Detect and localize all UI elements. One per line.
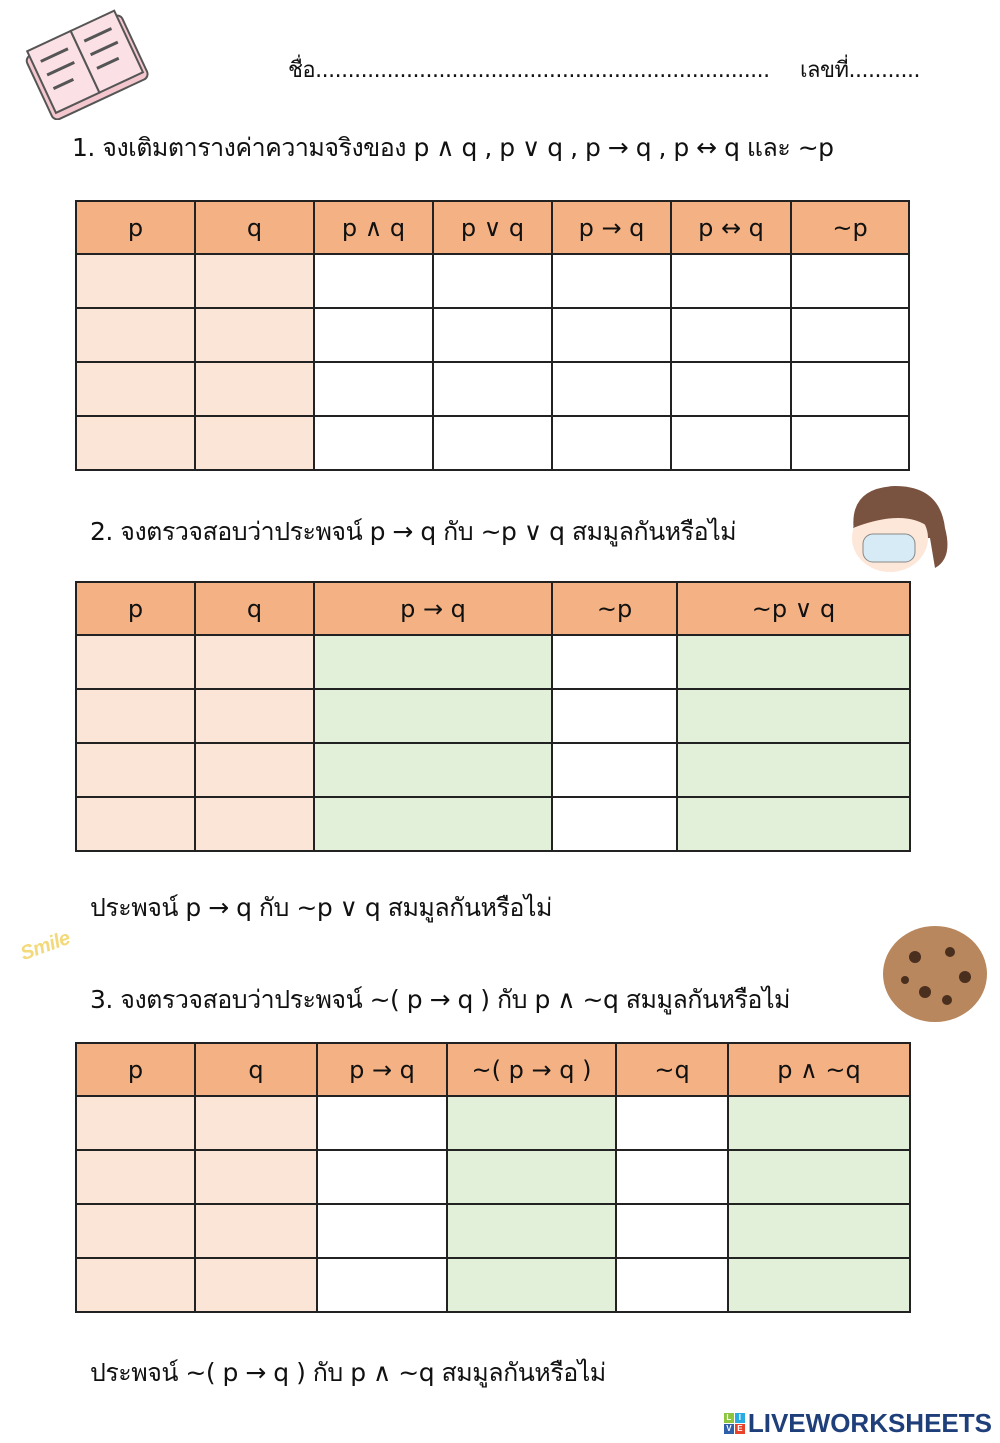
answer-input[interactable] bbox=[434, 376, 551, 404]
column-header: q bbox=[195, 201, 314, 254]
liveworksheets-logo bbox=[724, 1408, 992, 1439]
answer-cell bbox=[728, 1204, 910, 1258]
answer-input[interactable] bbox=[196, 703, 313, 731]
column-header: p ∧ ~q bbox=[728, 1043, 910, 1096]
answer-cell bbox=[616, 1258, 728, 1312]
truth-table-2 bbox=[75, 581, 911, 852]
answer-input[interactable] bbox=[678, 757, 909, 785]
table-row bbox=[76, 743, 910, 797]
answer-input[interactable] bbox=[77, 757, 194, 785]
column-header: p → q bbox=[314, 582, 552, 635]
column-header: p ↔ q bbox=[671, 201, 791, 254]
table-row bbox=[76, 689, 910, 743]
answer-cell bbox=[314, 416, 433, 470]
answer-input[interactable] bbox=[315, 703, 551, 731]
answer-input[interactable] bbox=[553, 811, 676, 839]
answer-cell bbox=[552, 416, 671, 470]
answer-cell bbox=[195, 1096, 317, 1150]
answer-input[interactable] bbox=[77, 376, 194, 404]
question-3-title: 3. จงตรวจสอบว่าประพจน์ ~( p → q ) กับ p ∧ ~q สมมูลกันหรือไม่ bbox=[90, 985, 791, 1014]
cookie-icon bbox=[875, 922, 995, 1027]
answer-cell bbox=[195, 254, 314, 308]
answer-input[interactable] bbox=[318, 1272, 446, 1300]
answer-input[interactable] bbox=[434, 430, 551, 458]
answer-cell bbox=[447, 1258, 616, 1312]
table-row bbox=[76, 1204, 910, 1258]
answer-cell bbox=[317, 1096, 447, 1150]
answer-input[interactable] bbox=[448, 1110, 615, 1138]
logo-letter: V bbox=[724, 1424, 734, 1434]
answer-input[interactable] bbox=[196, 649, 313, 677]
answer-input[interactable] bbox=[196, 430, 313, 458]
answer-cell bbox=[552, 254, 671, 308]
answer-input[interactable] bbox=[729, 1218, 909, 1246]
logo-letter: E bbox=[735, 1424, 745, 1434]
answer-input[interactable] bbox=[315, 649, 551, 677]
answer-input[interactable] bbox=[553, 703, 676, 731]
table-row bbox=[76, 1096, 910, 1150]
answer-cell bbox=[195, 1150, 317, 1204]
answer-input[interactable] bbox=[315, 322, 432, 350]
logo-letter: L bbox=[724, 1413, 734, 1423]
answer-input[interactable] bbox=[678, 703, 909, 731]
answer-input[interactable] bbox=[792, 430, 908, 458]
answer-cell bbox=[195, 416, 314, 470]
answer-cell bbox=[317, 1204, 447, 1258]
answer-cell bbox=[791, 416, 909, 470]
answer-input[interactable] bbox=[315, 376, 432, 404]
column-header: q bbox=[195, 1043, 317, 1096]
answer-input[interactable] bbox=[729, 1272, 909, 1300]
answer-input[interactable] bbox=[77, 1218, 194, 1246]
answer-cell bbox=[433, 254, 552, 308]
logo-letter: I bbox=[735, 1413, 745, 1423]
table-row bbox=[76, 254, 909, 308]
answer-cell bbox=[76, 1204, 195, 1258]
answer-cell bbox=[791, 362, 909, 416]
answer-cell bbox=[76, 1258, 195, 1312]
column-header: p → q bbox=[552, 201, 671, 254]
answer-cell bbox=[195, 689, 314, 743]
answer-input[interactable] bbox=[196, 268, 313, 296]
table-row bbox=[76, 635, 910, 689]
answer-cell bbox=[728, 1150, 910, 1204]
smile-sticker: Smile bbox=[17, 926, 73, 966]
answer-cell bbox=[616, 1204, 728, 1258]
question-1-title: 1. จงเติมตารางค่าความจริงของ p ∧ q , p ∨ q , p → q , p ↔ q และ ~p bbox=[72, 133, 834, 162]
answer-cell bbox=[552, 743, 677, 797]
answer-input[interactable] bbox=[318, 1164, 446, 1192]
column-header: p bbox=[76, 201, 195, 254]
answer-cell bbox=[195, 1204, 317, 1258]
answer-input[interactable] bbox=[77, 811, 194, 839]
answer-input[interactable] bbox=[196, 376, 313, 404]
answer-cell bbox=[314, 797, 552, 851]
table-row bbox=[76, 797, 910, 851]
girl-with-mask-icon bbox=[835, 478, 955, 578]
answer-cell bbox=[76, 743, 195, 797]
answer-input[interactable] bbox=[448, 1218, 615, 1246]
answer-input[interactable] bbox=[434, 322, 551, 350]
answer-cell bbox=[671, 416, 791, 470]
answer-cell bbox=[447, 1096, 616, 1150]
column-header: p ∧ q bbox=[314, 201, 433, 254]
answer-cell bbox=[671, 362, 791, 416]
answer-input[interactable] bbox=[77, 1110, 194, 1138]
answer-input[interactable] bbox=[553, 268, 670, 296]
answer-cell bbox=[195, 635, 314, 689]
answer-input[interactable] bbox=[678, 811, 909, 839]
answer-input[interactable] bbox=[77, 1164, 194, 1192]
answer-cell bbox=[314, 689, 552, 743]
answer-cell bbox=[76, 1096, 195, 1150]
answer-input[interactable] bbox=[196, 811, 313, 839]
answer-cell bbox=[728, 1096, 910, 1150]
column-header: p bbox=[76, 582, 195, 635]
column-header: p → q bbox=[317, 1043, 447, 1096]
logo-text: LIVEWORKSHEETS bbox=[747, 1408, 992, 1438]
answer-input[interactable] bbox=[315, 430, 432, 458]
table-row bbox=[76, 362, 909, 416]
answer-cell bbox=[677, 689, 910, 743]
answer-cell bbox=[314, 308, 433, 362]
answer-cell bbox=[671, 254, 791, 308]
answer-input[interactable] bbox=[672, 322, 790, 350]
column-header: p bbox=[76, 1043, 195, 1096]
answer-input[interactable] bbox=[318, 1110, 446, 1138]
answer-input[interactable] bbox=[315, 811, 551, 839]
answer-cell bbox=[791, 254, 909, 308]
answer-cell bbox=[314, 635, 552, 689]
answer-input[interactable] bbox=[196, 1272, 316, 1300]
answer-input[interactable] bbox=[77, 430, 194, 458]
truth-table-3 bbox=[75, 1042, 911, 1313]
answer-input[interactable] bbox=[196, 322, 313, 350]
answer-input[interactable] bbox=[196, 1164, 316, 1192]
open-book-icon bbox=[18, 8, 153, 120]
answer-input[interactable] bbox=[553, 757, 676, 785]
answer-input[interactable] bbox=[672, 268, 790, 296]
table-row bbox=[76, 308, 909, 362]
answer-input[interactable] bbox=[617, 1218, 727, 1246]
answer-cell bbox=[195, 308, 314, 362]
column-header: ~p bbox=[791, 201, 909, 254]
answer-input[interactable] bbox=[617, 1272, 727, 1300]
table-row bbox=[76, 1150, 910, 1204]
answer-cell bbox=[677, 797, 910, 851]
column-header: ~( p → q ) bbox=[447, 1043, 616, 1096]
answer-cell bbox=[195, 362, 314, 416]
answer-cell bbox=[317, 1150, 447, 1204]
live-logo-icon bbox=[724, 1413, 745, 1434]
answer-input[interactable] bbox=[77, 703, 194, 731]
name-field-label[interactable]: ชื่อ...................................................................... bbox=[288, 58, 770, 83]
answer-input[interactable] bbox=[448, 1272, 615, 1300]
answer-cell bbox=[552, 797, 677, 851]
answer-cell bbox=[552, 689, 677, 743]
answer-cell bbox=[677, 635, 910, 689]
table-row bbox=[76, 416, 909, 470]
question-2-answer-prompt: ประพจน์ p → q กับ ~p ∨ q สมมูลกันหรือไม่ bbox=[90, 893, 552, 922]
truth-table-1 bbox=[75, 200, 910, 471]
answer-input[interactable] bbox=[553, 649, 676, 677]
answer-input[interactable] bbox=[729, 1110, 909, 1138]
answer-cell bbox=[195, 1258, 317, 1312]
answer-cell bbox=[195, 797, 314, 851]
answer-cell bbox=[76, 362, 195, 416]
answer-cell bbox=[616, 1096, 728, 1150]
answer-input[interactable] bbox=[672, 430, 790, 458]
answer-input[interactable] bbox=[196, 1218, 316, 1246]
answer-input[interactable] bbox=[77, 1272, 194, 1300]
answer-input[interactable] bbox=[77, 649, 194, 677]
answer-input[interactable] bbox=[672, 376, 790, 404]
answer-input[interactable] bbox=[77, 322, 194, 350]
answer-cell bbox=[447, 1150, 616, 1204]
number-field-label[interactable]: เลขที่........... bbox=[800, 58, 920, 83]
answer-input[interactable] bbox=[448, 1164, 615, 1192]
answer-input[interactable] bbox=[77, 268, 194, 296]
answer-cell bbox=[76, 254, 195, 308]
answer-input[interactable] bbox=[553, 430, 670, 458]
answer-cell bbox=[728, 1258, 910, 1312]
answer-input[interactable] bbox=[318, 1218, 446, 1246]
answer-cell bbox=[76, 635, 195, 689]
answer-input[interactable] bbox=[729, 1164, 909, 1192]
answer-input[interactable] bbox=[792, 322, 908, 350]
answer-input[interactable] bbox=[315, 268, 432, 296]
answer-input[interactable] bbox=[196, 1110, 316, 1138]
column-header: q bbox=[195, 582, 314, 635]
answer-input[interactable] bbox=[792, 268, 908, 296]
answer-cell bbox=[314, 254, 433, 308]
answer-cell bbox=[552, 308, 671, 362]
answer-cell bbox=[552, 635, 677, 689]
answer-input[interactable] bbox=[792, 376, 908, 404]
answer-cell bbox=[76, 689, 195, 743]
answer-input[interactable] bbox=[196, 757, 313, 785]
answer-cell bbox=[433, 416, 552, 470]
answer-cell bbox=[447, 1204, 616, 1258]
answer-cell bbox=[552, 362, 671, 416]
answer-input[interactable] bbox=[315, 757, 551, 785]
answer-input[interactable] bbox=[617, 1110, 727, 1138]
answer-input[interactable] bbox=[678, 649, 909, 677]
column-header: ~p ∨ q bbox=[677, 582, 910, 635]
answer-cell bbox=[433, 362, 552, 416]
answer-cell bbox=[314, 743, 552, 797]
answer-cell bbox=[317, 1258, 447, 1312]
table-row bbox=[76, 1258, 910, 1312]
answer-cell bbox=[76, 1150, 195, 1204]
column-header: ~q bbox=[616, 1043, 728, 1096]
answer-input[interactable] bbox=[434, 268, 551, 296]
answer-cell bbox=[433, 308, 552, 362]
answer-cell bbox=[76, 308, 195, 362]
question-2-title: 2. จงตรวจสอบว่าประพจน์ p → q กับ ~p ∨ q สมมูลกันหรือไม่ bbox=[90, 517, 737, 546]
answer-cell bbox=[616, 1150, 728, 1204]
answer-cell bbox=[677, 743, 910, 797]
answer-input[interactable] bbox=[617, 1164, 727, 1192]
answer-cell bbox=[76, 797, 195, 851]
answer-cell bbox=[671, 308, 791, 362]
answer-cell bbox=[195, 743, 314, 797]
answer-input[interactable] bbox=[553, 376, 670, 404]
answer-cell bbox=[76, 416, 195, 470]
answer-cell bbox=[314, 362, 433, 416]
column-header: ~p bbox=[552, 582, 677, 635]
answer-cell bbox=[791, 308, 909, 362]
question-3-answer-prompt[interactable]: ประพจน์ ~( p → q ) กับ p ∧ ~q สมมูลกันหรือไม่ bbox=[90, 1358, 606, 1387]
column-header: p ∨ q bbox=[433, 201, 552, 254]
answer-input[interactable] bbox=[553, 322, 670, 350]
